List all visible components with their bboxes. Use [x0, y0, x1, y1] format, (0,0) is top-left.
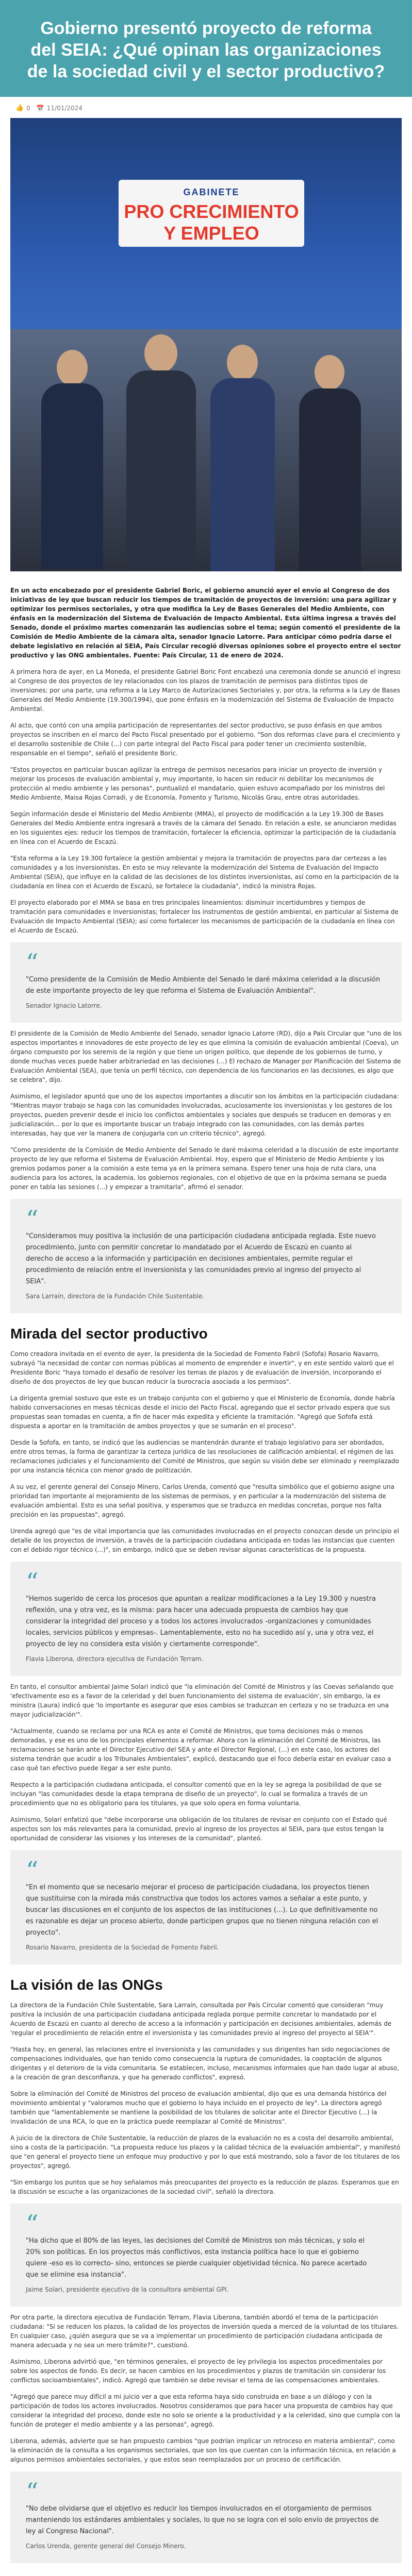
quote-icon: “ [26, 2478, 39, 2506]
article-title: Gobierno presentó proyecto de reforma del SEIA: ¿Qué opinan las organizaciones de la sociedad civil y el sector productivo? [27, 19, 385, 81]
paragraph: "Como presidente de la Comisión de Medio Ambiente del Senado le daré máxima celeridad a la discusión de este importante proyecto de ley que reforma el Sistema de Evaluación Ambiental. Hoy, espero que el Ministerio de Medio Ambiente y los gremios podamos poner a la comisión a este tema ya en la primera semana. Espero tener una hoja de ruta clara, una audiencia para los actores, la academia, los gobiernos regionales, con el objetivo de que en la próxima semana se pueda poner en tabla las sesiones (...) y empezar a tramitarla", afirmó el senador. [10, 1146, 399, 1191]
quote-text: "Como presidente de la Comisión de Medio Ambiente del Senado le daré máxima celeridad a la discusión de este importante proyecto de ley que reforma el Sistema de Evaluación Ambiental". [26, 976, 381, 995]
quote-author: Sara Larraín, directora de la Fundación Chile Sustentable. [26, 1293, 205, 1300]
quote-text: "Consideramos muy positiva la inclusión de una participación ciudadana anticipada reglada. Este nuevo procedimiento, junto con permitir concretar lo mandatado por el Acuerdo de Escazú en cuanto al derecho de acceso a la información y participación en decisiones ambientales, permite regular el procedimiento de relación entre el inversionista y las comunidades previo al ingreso del proyecto al SEIA". [26, 1232, 376, 1285]
hero-photo [10, 118, 402, 571]
pull-quote [10, 1850, 402, 1964]
quote-author: Carlos Urenda, gerente general del Consejo Minero. [26, 2543, 186, 2550]
paragraph: "Actualmente, cuando se reclama por una RCA es ante el Comité de Ministros, que toma decisiones más o menos demoradas, y ese es uno de los principales elementos a reformar. Ahora con la eliminación del Comité de Ministros, las reclamaciones se harán ante el Director Ejecutivo del SEA y ante el Director Regional, (...) en este caso, los actores del sistema tendrán que acudir a los Tribunales Ambientales", explicó, destacando que el foco debería estar en evaluar caso a caso qué tan efectivo puede llegar a ser este punto. [10, 1727, 391, 1772]
article-header [0, 0, 412, 97]
thumbs-up-icon[interactable]: 👍 [15, 104, 24, 112]
quote-author: Senador Ignacio Latorre. [26, 1002, 102, 1009]
quote-icon: “ [26, 1856, 39, 1885]
like-counter[interactable] [15, 104, 30, 112]
paragraph: Según información desde el Ministerio del Medio Ambiente (MMA), el proyecto de modificación a la Ley 19.300 de Bases Generales del Medio Ambiente entra ingresará a través de la cámara del Senado. En relación a este, se anunciaron medidas en los siguientes ejes: reducir los tiempos de tramitación, fortalecer la eficiencia, optimizar la participación de la ciudadanía en línea con el Acuerdo de Escazú. [10, 810, 397, 845]
event-banner [119, 180, 304, 247]
date-text: 11/01/2024 [46, 104, 83, 112]
paragraph: Por otra parte, la directora ejecutiva de Fundación Terram, Flavia Liberona, también abordó el tema de la participación ciudadana: "Si se reducen los plazos, la calidad de los proyectos de inversión queda a merced de la voluntad de los titulares. En cualquier caso, ¿quién asegura que se va a implementar un procedimiento de participación ciudadana anticipada de manera adecuada y no sea un mero trámite?", cuestionó. [10, 2314, 399, 2349]
quote-icon: “ [26, 1568, 39, 1597]
pull-quote [10, 2204, 402, 2307]
article-meta [0, 97, 412, 118]
paragraph: Como creadora invitada en el evento de ayer, la presidenta de la Sociedad de Fomento Fabril (Sofofa) Rosario Navarro, subrayó "la necesidad de contar con normas públicas al momento de emprender e invertir", y en este sentido valoró que el Presidente Boric "haya tomado el desafío de resolver los temas de plazos y de evaluación de inversión, incorporando el diseño de dos proyectos de ley que buscan reducir la burocracia asociada a los permisos". [10, 1350, 394, 1385]
paragraph: La directora de la Fundación Chile Sustentable, Sara Larraín, consultada por País Circular comentó que consideran "muy positiva la inclusión de una participación ciudadana anticipada reglada porque permite concretar lo mandatado por el Acuerdo de Escazú en cuanto al derecho de acceso a la información y participación en decisiones ambientales, además de 'regular el procedimiento de relación entre el inversionista y las comunidades previo al ingreso del proyecto al SEIA'". [10, 2002, 392, 2037]
paragraph: Respecto a la participación ciudadana anticipada, el consultor comentó que en la ley se agrega la posibilidad de que se incluyan "las comunidades desde la etapa temprana de diseño de un proyecto", lo cual se formaliza a través de un procedimiento que no es obligatorio para los titulares, ya que solo opera en forma voluntaria. [10, 1781, 382, 1807]
paragraph: Asimismo, Liberona advirtió que, "en términos generales, el proyecto de ley privilegia los aspectos procedimentales por sobre los aspectos de fondo. Es decir, se hacen cambios en los procedimientos y plazos de tramitación sin considerar los conflictos socioambientales", indicó. Agregó que también se debe revisar el tema de las compensaciones ambientales. [10, 2358, 386, 2384]
quote-icon: “ [26, 2210, 39, 2239]
paragraph: Sobre la eliminación del Comité de Ministros del proceso de evaluación ambiental, dijo que es una demanda histórica del movimiento ambiental y "valoramos mucho que el gobierno lo haya incluido en el proyecto de ley". La directora agregó también que "lamentablemente se mantiene la posibilidad de los titulares de solicitar ante el Director Ejecutivo (...) la invalidación de una RCA, lo que en la práctica puede reemplazar al Comité de Ministros". [10, 2090, 387, 2125]
paragraph: A juicio de la directora de Chile Sustentable, la reducción de plazos de la evaluación no es a costa del desarrollo ambiental, sino a costa de la participación. "La propuesta reduce los plazos y la calidad técnica de la evaluación ambiental", y manifestó que "en general el proyecto tiene un enfoque muy productivo y por lo que está mostrando, solo a favor de los titulares de los proyectos", agregó. [10, 2134, 401, 2170]
paragraph: Asimismo, Solari enfatizó que "debe incorporarse una obligación de los titulares de revisar en conjunto con el Estado qué aspectos son los más relevantes para la comunidad, previo al ingreso de los proyectos al SEIA, para que estos tengan la oportunidad de considerar las visiones y los intereses de la comunidad", planteó. [10, 1816, 387, 1842]
publish-date [37, 105, 83, 112]
paragraph: "Agregó que parece muy difícil a mi juicio ver a que esta reforma haya sido construida en base a un diálogo y con la participación de todos los actores involucrados. Nosotros consideramos que para hacer una propuesta de cambios hay que considerar la integridad del proceso, donde este no solo se oriente a la productividad y a la celeridad, sino que cumpla con la función de proteger el medio ambiente y a las personas", agregó. [10, 2393, 401, 2428]
quote-text: "No debe olvidarse que el objetivo es reducir los tiempos involucrados en el otorgamiento de permisos manteniendo los estándares ambientales y sociales, lo que no se logra con el solo envío de proyectos de ley al Congreso Nacional". [26, 2505, 379, 2535]
quote-author: Jaime Solari, presidente ejecutivo de la consultora ambiental GPI. [26, 2286, 229, 2293]
paragraph: "Sin embargo los puntos que se hoy señalamos más preocupantes del proyecto es la reducción de plazos. Esperamos que en la discusión se escuche a las organizaciones de la sociedad civil", señaló la directora. [10, 2179, 399, 2195]
quote-author: Flavia Liberona, directora ejecutiva de Fundación Terram. [26, 1655, 204, 1663]
quote-text: "En el momento que se necesario mejorar el proceso de participación ciudadana, los proyectos tienen que sustituirse con la mirada más constructiva que todos los actores vamos a señalar a este punto, y buscar las discusiones en el conjunto de los aspectos de las instituciones (...). Lo que definitivamente no es razonable es dejar un proceso abierto, donde participen grupos que no tienen ninguna relación con el proyecto". [26, 1884, 378, 1937]
paragraph: En tanto, el consultor ambiental Jaime Solari indicó que "la eliminación del Comité de Ministros y las Coevas señalando que 'efectivamente eso es a favor de la celeridad y del buen funcionamiento del sistema de evaluación', sin embargo, la ex ministra (Laura) indicó que 'lo importante es asegurar que esos cambios se traduzcan en certeza y no se traduzca en una mayor judicialización'". [10, 1683, 394, 1718]
paragraph: La dirigenta gremial sostuvo que este es un trabajo conjunto con el gobierno y que el Ministerio de Economía, donde habría habido conversaciones en mesas técnicas desde el inicio del Pacto Fiscal, agregando que el sector privado espera que sus propuestas sean tomadas en cuenta, a fin de hacer más expedita y eficiente la tramitación. "Agregó que Sofofa está dispuesta a aportar en la tramitación de ambos proyectos y que se sumarán en el proceso". [10, 1395, 395, 1430]
quote-icon: “ [26, 948, 39, 977]
paragraph: A primera hora de ayer, en La Moneda, el presidente Gabriel Boric Font encabezó una ceremonia donde se anunció el ingreso al Congreso de dos proyectos de ley relacionados con los plazos de tramitación de permisos para distintos tipos de inversiones; por una parte, una reforma a la Ley Marco de Autorizaciones Sectoriales y, por otra, la reforma a la Ley de Bases Generales del Medio Ambiente (19.300/1994), que pone énfasis en la modernización del Sistema de Evaluación de Impacto Ambiental. [10, 668, 401, 713]
paragraph: Asimismo, el legislador apuntó que uno de los aspectos importantes a discutir son los ámbitos en la participación ciudadana: "Mientras mayor trabajo se haga con las comunidades involucradas, acuciosamente los inversionistas y los gestores de los proyectos, pueden prevenir desde el inicio los conflictos ambientales y sociales que después se traducen en demoras y en judicialización... por lo que es importante buscar un trabajo integrado con las comunidades, con las demás partes interesadas, hay que ver la manera de conjugarla con un criterio técnico", agregó. [10, 1093, 399, 1137]
pull-quote [10, 1199, 402, 1313]
quote-text: "Ha dicho que el 80% de las leyes, las decisiones del Comité de Ministros son más técnicas, y solo el 20% son políticas. En los proyectos más conflictivos, esta instancia política hace lo que el gobierno quiere -eso es lo correcto- sino, entonces se pierde cualquier objetividad técnica. No parece acertado que se elimine esa instancia". [26, 2237, 367, 2279]
pull-quote [10, 2471, 402, 2563]
article-lead: En un acto encabezado por el presidente Gabriel Boric, el gobierno anunció ayer el envío al Congreso de dos iniciativas de ley que buscan reducir los tiempos de tramitación de proyectos de inversión: una para agilizar y optimizar los permisos sectoriales, y otra que modifica la Ley de Bases Generales del Medio Ambiente, con énfasis en la modernización del Sistema de Evaluación de Impacto Ambiental. Esta última ingresa a través del Senado, donde el próximo martes comenzarán las audiencias sobre el tema; según comentó el presidente de la Comisión de Medio Ambiente de la cámara alta, senador Ignacio Latorre. Para anticipar cómo podría darse el debate legislativo en relación al SEIA, País Circular recogió diversas opiniones sobre el proyecto entre el sector productivo y las ONG ambientales. Fuente: País Circular, 11 de enero de 2024. [10, 587, 401, 659]
article-body [0, 571, 412, 2576]
paragraph: El proyecto elaborado por el MMA se basa en tres principales lineamientos: disminuir incertidumbres y tiempos de tramitación para comunidades e inversionistas; fortalecer los instrumentos de gestión ambiental, en particular al Sistema de Evaluación de Impacto Ambiental (SEIA); así como fortalecer los mecanismos de participación de la ciudadanía en línea con el Acuerdo de Escazú. [10, 899, 399, 934]
quote-author: Rosario Navarro, presidenta de la Sociedad de Fomento Fabril. [26, 1944, 219, 1951]
quote-text: "Hemos sugerido de cerca los procesos que apuntan a realizar modificaciones a la Ley 19.300 y nuestra reflexión, una y otra vez, es la misma: para hacer una adecuada propuesta de cambios hay que considerar la integridad del proceso y a todos los actores involucrados -organizaciones y comunidades locales, servicios públicos y empresas-. Lamentablemente, esto no ha sucedido así y, una y otra vez, el proyecto de ley no considera esta visión y ciertamente corresponde". [26, 1595, 376, 1648]
section-heading: La visión de las ONGs [10, 1977, 163, 1993]
paragraph: "Esta reforma a la Ley 19.300 fortalece la gestión ambiental y mejora la tramitación de proyectos para dar certezas a las comunidades y a los inversionistas. En esto se muy relevante la modernización del Sistema de Evaluación del Impacto Ambiental (SEIA), que influye en la calidad de las decisiones de los distintos inversionistas, así como en la participación de la ciudadanía en línea con el Acuerdo de Escazú, se fortalece la ciudadanía", indicó la ministra Rojas. [10, 855, 399, 890]
calendar-icon: 📅 [36, 104, 44, 112]
paragraph: Desde la Sofofa, en tanto, se indicó que las audiencias se mantendrán durante el trabajo legislativo para ser abordados, entre otros temas, la forma de garantizar la certeza jurídica de las resoluciones de calificación ambiental, el régimen de las reclamaciones judiciales y el funcionamiento del Comité de Ministros, que según su visión debe ser eliminado y reemplazado por una instancia técnica con menor grado de politización. [10, 1439, 399, 1474]
crowd-silhouettes [10, 329, 402, 571]
pull-quote [10, 1562, 402, 1676]
like-count: 0 [26, 104, 30, 112]
quote-icon: “ [26, 1205, 39, 1234]
paragraph: Al acto, que contó con una amplia participación de representantes del sector productivo, se puso énfasis en que ambos proyectos se inscriben en el marco del Pacto Fiscal presentado por el gobierno. "Son dos reformas clave para el crecimiento y el desarrollo sostenible de Chile (...) con parte integral del Pacto Fiscal para poder tener un crecimiento sostenible, responsable en el tiempo", señaló el presidente Boric. [10, 722, 401, 757]
paragraph: El presidente de la Comisión de Medio Ambiente del Senado, senador Ignacio Latorre (RD), dijo a País Circular que "uno de los aspectos importantes e innovadores de este proyecto de ley es que elimina la comisión de evaluación ambiental (Coeva), un órgano compuesto por los seremis de la región y que tiene un origen político, que depende de los gobiernos de turno, y donde muchas veces puede haber arbitrariedad en las decisiones (...) El rechazo de Manager por Planificación del Sistema de Evaluación Ambiental (SEA), que tenía un perfil técnico, con dependencia de los funcionarios en las decisiones, es algo que se celebra", dijo. [10, 1030, 402, 1083]
pull-quote [10, 942, 402, 1023]
paragraph: "Hasta hoy, en general, las relaciones entre el inversionista y las comunidades y sus dirigentes han sido negociaciones de compensaciones individuales, que han tenido como consecuencia la ruptura de comunidades, la cooptación de algunos dirigentes y el deterioro de la vida comunitaria. Se establecen, incluso, mecanismos informales que han dado lugar al abuso, a la creación de gran desconfianza, y que ha generado conflictos", expresó. [10, 2046, 399, 2081]
section-heading: Mirada del sector productivo [10, 1326, 208, 1342]
paragraph: Urenda agregó que "es de vital importancia que las comunidades involucradas en el proyecto conozcan desde un principio el detalle de los proyectos de inversión, a través de la participación ciudadana anticipada en todas las instancias que cuenten con el debido rigor técnico (...)", sin embargo, indicó que se deben revisar algunas características de la propuesta. [10, 1528, 399, 1553]
banner-top-text: GABINETE [183, 187, 240, 197]
banner-main-text: PRO CRECIMIENTO Y EMPLEO [124, 201, 299, 244]
paragraph: Liberona, además, advierte que se han propuesto cambios "que podrían implicar un retroceso en materia ambiental", como la eliminación de la consulta a los organismos sectoriales, que son los que cuentan con la información técnica, en relación a algunos permisos ambientales sectoriales, y que estos sean reemplazados por un proceso de certificación. [10, 2437, 396, 2463]
paragraph: A su vez, el gerente general del Consejo Minero, Carlos Urenda, comentó que "resulta simbólico que el gobierno asigne una prioridad tan importante al mejoramiento de los sistemas de permisos, y en particular a la modernización del sistema de evaluación ambiental. Esto es una señal positiva, y esperamos que se traduzca en medidas concretas, porque nos falta precisión en las propuestas", agregó. [10, 1483, 394, 1518]
paragraph: "Estos proyectos en particular buscan agilizar la entrega de permisos necesarios para iniciar un proyecto de inversión y mejorar los procesos de evaluación ambiental y, muy importante, lo hacen sin reducir ni debilitar los mecanismos de protección al medio ambiente y las personas", puntualizó el mandatario, quien estuvo acompañado por los ministros del Medio Ambiente, Maisa Rojas Corradi, y de Economía, Fomento y Turismo, Nicolás Grau, entre otras autoridades. [10, 766, 385, 801]
